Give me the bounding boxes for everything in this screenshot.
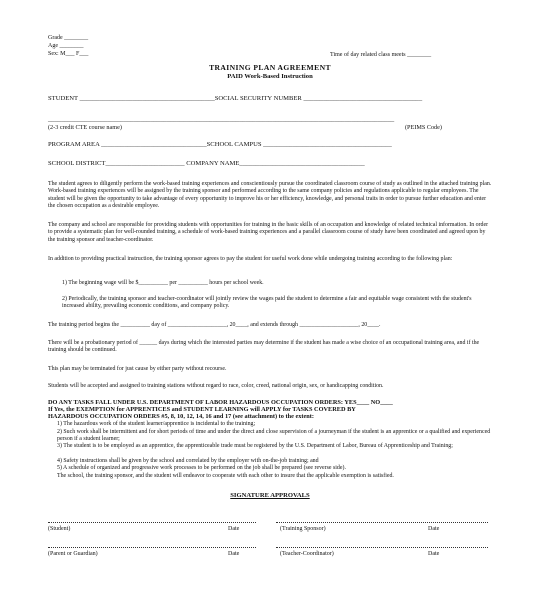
program-area-field: PROGRAM AREA ________________________________SCHOOL CAMPUS _______________________________________ (48, 141, 392, 148)
hazard-item-1: 1) The hazardous work of the student learner/apprentice is incidental to the training; (57, 421, 256, 427)
hazard-closing: The school, the training sponsor, and the student will endeavor to cooperate with each other to insure that the applicable exemption is satisfied. (57, 472, 394, 479)
student-field: STUDENT _________________________________________SOCIAL SECURITY NUMBER ____________________________________ (48, 95, 423, 102)
school-district-field: SCHOOL DISTRICT________________________ COMPANY NAME______________________________________ (48, 160, 365, 167)
parent-date-label: Date (228, 551, 240, 557)
paragraph-agreement: The student agrees to diligently perform the work-based training experiences and conscientiously pursue the coordinated classroom course of study as outlined in the attached training plan. Work-based training experiences will be assigned by the training sponsor and performed according to the same company policies and regulations applicable to regular employees. The student will be given the opportunity to take advantage of every opportunity to improve his or her efficiency, knowledge, and personal traits in order to pursue further education and enter the chosen occupation as a desirable employee. (48, 181, 492, 210)
document-subtitle: PAID Work-Based Instruction (227, 73, 313, 80)
hazard-exemption: If Yes, the EXEMPTION for APPRENTICES and STUDENT LEARNING will APPLY for TASKS COVERED BY (48, 406, 356, 413)
wage-item-1: 1) The beginning wage will be $__________ per __________ hours per school week. (62, 280, 264, 286)
student-label: (Student) (48, 526, 71, 532)
student-date-label: Date (228, 526, 240, 532)
paragraph-nondiscrimination: Students will be accepted and assigned to training stations without regard to race, color, creed, national origin, sex, or handicapping condition. (48, 383, 384, 389)
course-blank-line: _________________________________________________________________________________________________________ (48, 116, 395, 123)
parent-label: (Parent or Guardian) (48, 551, 98, 557)
hazard-item-2: 2) Such work shall be intermittent and for short periods of time and under the direct and close supervision of a journeyman if the student is an apprentice or a qualified and experienced person if a student learner; (57, 428, 491, 442)
paragraph-training-period: The training period begins the __________ day of ____________________, 20____, and extends through ____________________, 20____. (48, 322, 381, 328)
hazard-item-5: 5) A schedule of organized and progressive work processes to be performed on the job shall be prepared (see reverse side). (57, 465, 346, 471)
cte-course-label: (2-3 credit CTE course name) (48, 124, 122, 131)
age-field: Age ________ (48, 43, 84, 49)
training-sponsor-signature-line[interactable] (276, 522, 488, 523)
paragraph-termination: This plan may be terminated for just cause by either party without recourse. (48, 366, 227, 372)
hazard-item-4: 4) Safety instructions shall be given by the school and correlated by the employer with on-the-job training; and (57, 457, 319, 464)
teacher-coordinator-label: (Teacher-Coordinator) (280, 551, 334, 557)
hazard-question: DO ANY TASKS FALL UNDER U.S. DEPARTMENT OF LABOR HAZARDOUS OCCUPATION ORDERS: YES____ NO____ (48, 399, 393, 406)
student-signature-line[interactable] (48, 522, 256, 523)
paragraph-responsibilities: The company and school are responsible for providing students with opportunities for training in the basic skills of an occupation and knowledge of related technical information. In order to provide a systematic plan for well-rounded training, a schedule of work-based training experiences and a parallel classroom course of study have been coordinated and agreed upon by the training sponsor and teacher-coordinator. (48, 222, 489, 243)
signature-heading: SIGNATURE APPROVALS (230, 492, 310, 499)
sex-field: Sex: M___ F___ (48, 51, 89, 57)
training-sponsor-date-label: Date (428, 526, 440, 532)
document-title: TRAINING PLAN AGREEMENT (209, 63, 331, 72)
time-of-day-field: Time of day related class meets ________ (330, 52, 432, 58)
paragraph-probation: There will be a probationary period of ______ days during which the interested parties may determine if the student has made a wise choice of an occupational training area, and if the training should be continued. (48, 340, 480, 354)
teacher-coordinator-date-label: Date (428, 551, 440, 557)
paragraph-practical-instruction: In addition to providing practical instruction, the training sponsor agrees to pay the student for useful work done while undergoing training according to the following plan: (48, 256, 453, 262)
hazard-item-3: 3) The student is to be employed as an apprentice, the apprenticeable trade must be registered by the U.S. Department of Labor, Bureau of Apprenticeship and Training; (57, 443, 453, 449)
parent-signature-line[interactable] (48, 547, 256, 548)
wage-item-2: 2) Periodically, the training sponsor and teacher-coordinator will jointly review the wages paid the student to determine a fair and equitable wage consistent with the student's increased ability, prevailing economic conditions, and company policy. (62, 296, 472, 310)
training-sponsor-label: (Training Sponsor) (280, 526, 326, 532)
hazard-orders: HAZARDOUS OCCUPATION ORDERS #5, 8, 10, 12, 14, 16 and 17 (see attachment) to the extent: (48, 413, 314, 420)
grade-field: Grade ________ (48, 35, 89, 41)
teacher-coordinator-signature-line[interactable] (276, 547, 488, 548)
peims-code-label: (PEIMS Code) (405, 124, 442, 131)
